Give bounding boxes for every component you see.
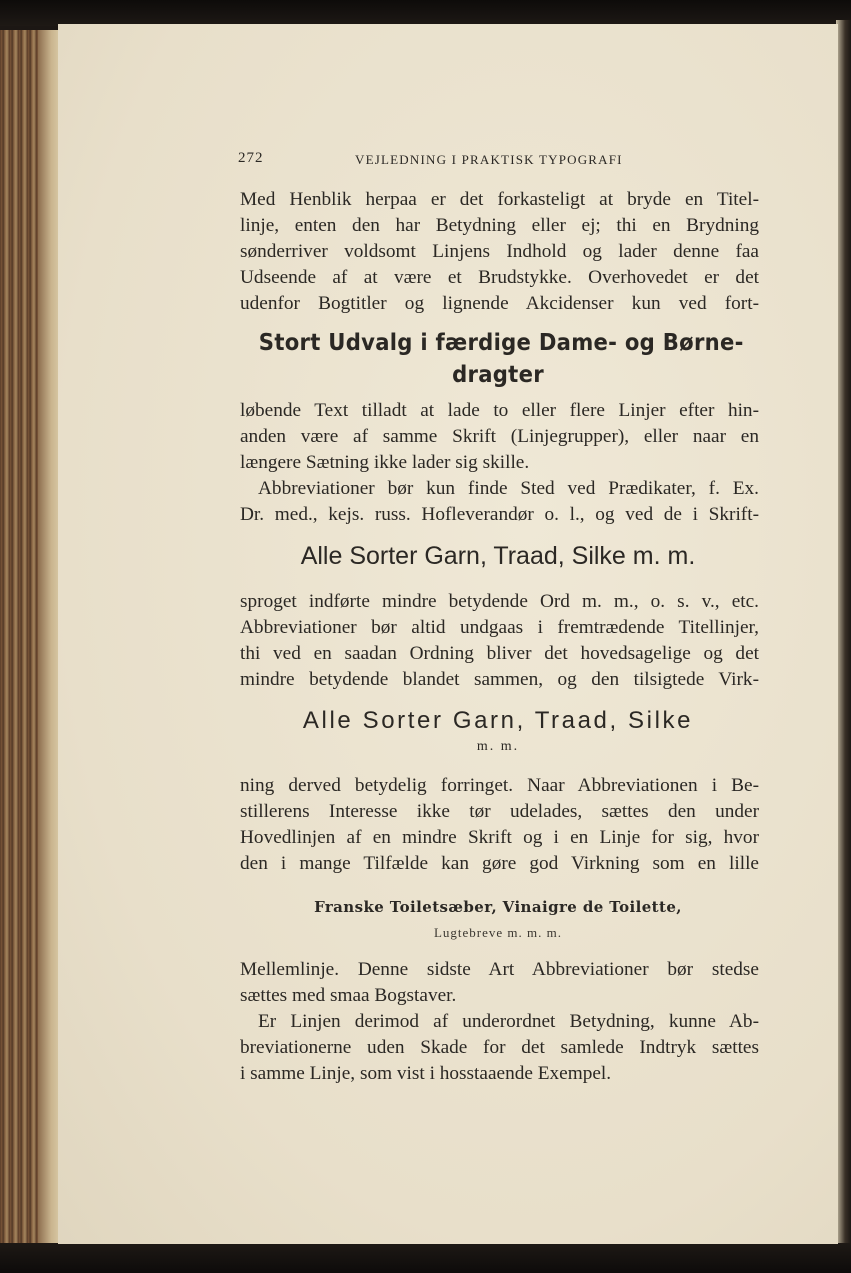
running-title: VEJLEDNING I PRAKTISK TYPOGRAFI xyxy=(355,152,623,167)
body-line: længere Sætning ikke lader sig skille. xyxy=(240,452,530,473)
bottom-shadow xyxy=(0,1243,851,1273)
body-line: sættes med smaa Bogstaver. xyxy=(240,985,457,1006)
body-line: Med Henblik herpaa er det forkasteligt at bryde en Titel- xyxy=(240,189,759,210)
type-sample-1-line-2: dragter xyxy=(452,362,544,388)
type-sample-2: Alle Sorter Garn, Traad, Silke m. m. xyxy=(300,542,696,570)
body-line: sproget indførte mindre betydende Ord m. m., o. s. v., etc. xyxy=(240,591,759,612)
body-line: ning derved betydelig forringet. Naar Abbreviationen i Be- xyxy=(240,775,759,796)
body-line: breviationerne uden Skade for det samlede Indtryk sættes xyxy=(240,1037,759,1058)
body-line: Hovedlinjen af en mindre Skrift og i en Linje for sig, hvor xyxy=(240,827,759,848)
body-line: thi ved en saadan Ordning bliver det hovedsagelige og det xyxy=(240,643,759,664)
body-line: Mellemlinje. Denne sidste Art Abbreviationer bør stedse xyxy=(240,959,759,980)
body-line: Abbreviationer bør kun finde Sted ved Prædikater, f. Ex. xyxy=(258,478,759,499)
body-line: løbende Text tilladt at lade to eller flere Linjer efter hin- xyxy=(240,400,759,421)
running-head xyxy=(238,150,738,172)
body-line: i samme Linje, som vist i hosstaaende Exempel. xyxy=(240,1063,612,1084)
type-sample-3-sub: m. m. xyxy=(476,739,520,754)
type-sample-3-main: Alle Sorter Garn, Traad, Silke xyxy=(302,707,694,734)
body-line: Udseende af at være et Brudstykke. Overhovedet er det xyxy=(240,267,759,288)
body-line: linje, enten den har Betydning eller ej; thi en Brydning xyxy=(240,215,759,236)
book-page xyxy=(58,24,838,1244)
top-shadow xyxy=(0,0,851,26)
type-sample-1-line-1: Stort Udvalg i færdige Dame- og Børne- xyxy=(258,330,744,356)
right-edge-strip xyxy=(836,20,851,1245)
body-line: stillerens Interesse ikke tør udelades, sættes den under xyxy=(240,801,759,822)
body-line: sønderriver voldsomt Linjens Indhold og lader denne faa xyxy=(240,241,759,262)
body-line: mindre betydende blandet sammen, og den tilsigtede Virk- xyxy=(240,669,759,690)
type-sample-4-sub: Lugtebreve m. m. m. xyxy=(433,925,563,940)
type-sample-4-main: Franske Toiletsæber, Vinaigre de Toilette, xyxy=(314,898,682,916)
page-number: 272 xyxy=(238,150,264,166)
body-line: Er Linjen derimod af underordnet Betydning, kunne Ab- xyxy=(258,1011,759,1032)
body-line: Dr. med., kejs. russ. Hofleverandør o. l., og ved de i Skrift- xyxy=(240,504,759,525)
body-line: den i mange Tilfælde kan gøre god Virkning som en lille xyxy=(240,853,759,874)
body-line: anden være af samme Skrift (Linjegrupper), eller naar en xyxy=(240,426,759,447)
body-line: udenfor Bogtitler og lignende Akcidenser kun ved fort- xyxy=(240,293,759,314)
body-line: Abbreviationer bør altid undgaas i fremtrædende Titellinjer, xyxy=(240,617,759,638)
book-page-edges xyxy=(0,30,60,1244)
